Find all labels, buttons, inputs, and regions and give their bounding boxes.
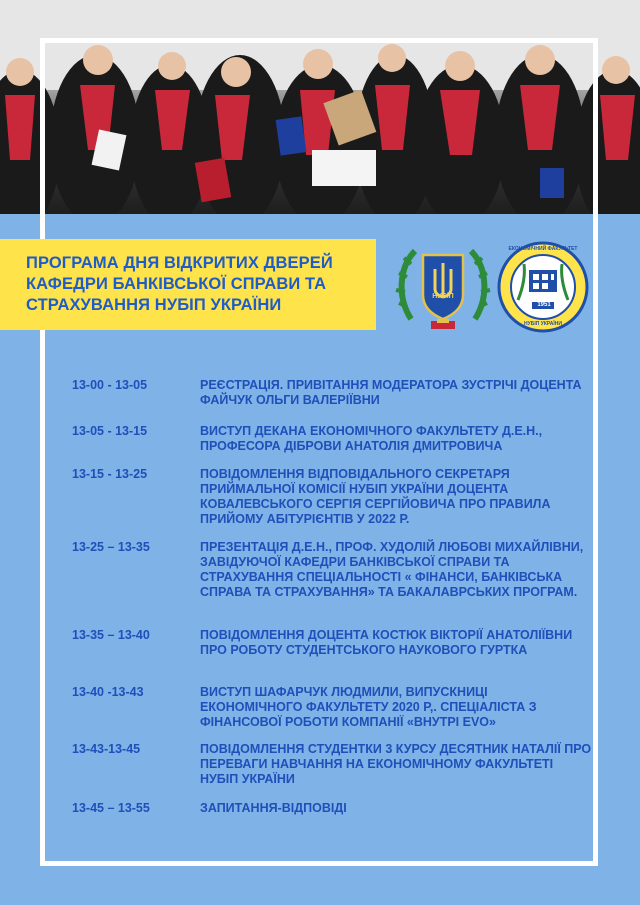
nubip-logo-text: НУБіП [432, 293, 454, 300]
faculty-emblem-ring-top: ЕКОНОМІЧНИЙ ФАКУЛЬТЕТ [508, 246, 578, 252]
faculty-emblem-ring-bottom: НУБІП УКРАЇНИ [524, 321, 562, 327]
schedule-time: 13-40 -13-43 [72, 685, 144, 699]
schedule-time: 13-43-13-45 [72, 742, 141, 756]
graduates-photo [0, 0, 640, 214]
schedule-time: 13-05 - 13-15 [72, 424, 148, 438]
schedule-time: 13-00 - 13-05 [72, 378, 148, 392]
schedule-time: 13-45 – 13-55 [72, 801, 150, 815]
schedule-time: 13-15 - 13-25 [72, 467, 148, 481]
schedule-time: 13-25 – 13-35 [72, 540, 150, 554]
schedule-text: ЗАПИТАННЯ-ВІДПОВІДІ [200, 801, 347, 815]
nubip-coat-of-arms-icon [393, 237, 493, 337]
title-band [0, 239, 376, 330]
schedule-text: ВИСТУП ДЕКАНА ЕКОНОМІЧНОГО ФАКУЛЬТЕТУ Д.Е.Н., ПРОФЕСОРА ДІБРОВИ АНАТОЛІЯ ДМИТРОВИЧА [200, 424, 543, 453]
schedule-text: РЕЄСТРАЦІЯ. ПРИВІТАННЯ МОДЕРАТОРА ЗУСТРІЧІ ДОЦЕНТА ФАЙЧУК ОЛЬГИ ВАЛЕРІЇВНИ [200, 378, 582, 407]
schedule-text: ПОВІДОМЛЕННЯ ДОЦЕНТА КОСТЮК ВІКТОРІЇ АНАТОЛІЇВНИ ПРО РОБОТУ СТУДЕНТСЬКОГО НАУКОВОГО ГУРТКА [200, 628, 573, 657]
faculty-emblem-year: 1951 [537, 302, 551, 308]
schedule-text: ВИСТУП ШАФАРЧУК ЛЮДМИЛИ, ВИПУСКНИЦІ ЕКОНОМІЧНОГО ФАКУЛЬТЕТУ 2020 Р,. СПЕЦІАЛІСТА З ФІНАНСОВОЇ РОБОТИ КОМПАНІЇ «ВНУТРІ EVO» [200, 685, 537, 729]
faculty-emblem-icon [496, 240, 590, 334]
page-title: ПРОГРАМА ДНЯ ВІДКРИТИХ ДВЕРЕЙ КАФЕДРИ БАНКІВСЬКОЇ СПРАВИ ТА СТРАХУВАННЯ НУБІП УКРАЇНИ [26, 254, 333, 314]
schedule-text: ПОВІДОМЛЕННЯ ВІДПОВІДАЛЬНОГО СЕКРЕТАРЯ ПРИЙМАЛЬНОЇ КОМІСІЇ НУБІП УКРАЇНИ ДОЦЕНТА КОВАЛЕВСЬКОГО СЕРГІЯ СЕРГІЙОВИЧА ПРО ПРАВИЛА ПРИЙОМУ АБІТУРІЄНТІВ У 2022 Р. [200, 467, 551, 526]
schedule-text: ПОВІДОМЛЕННЯ СТУДЕНТКИ 3 КУРСУ ДЕСЯТНИК НАТАЛІЇ ПРО ПЕРЕВАГИ НАВЧАННЯ НА ЕКОНОМІЧНОМУ ФАКУЛЬТЕТІ НУБІП УКРАЇНИ [200, 742, 592, 786]
schedule-text: ПРЕЗЕНТАЦІЯ Д.Е.Н., ПРОФ. ХУДОЛІЙ ЛЮБОВІ МИХАЙЛІВНИ, ЗАВІДУЮЧОЇ КАФЕДРИ БАНКІВСЬКОЇ СПРАВИ ТА СТРАХУВАННЯ СПЕЦІАЛЬНОСТІ « ФІНАНСИ, БАНКІВСЬКА СПРАВА ТА СТРАХУВАННЯ» ТА БАКАЛАВРСЬКИХ ПРОГРАМ. [200, 540, 584, 599]
schedule-time: 13-35 – 13-40 [72, 628, 150, 642]
graduates-photo-icon [0, 0, 640, 214]
